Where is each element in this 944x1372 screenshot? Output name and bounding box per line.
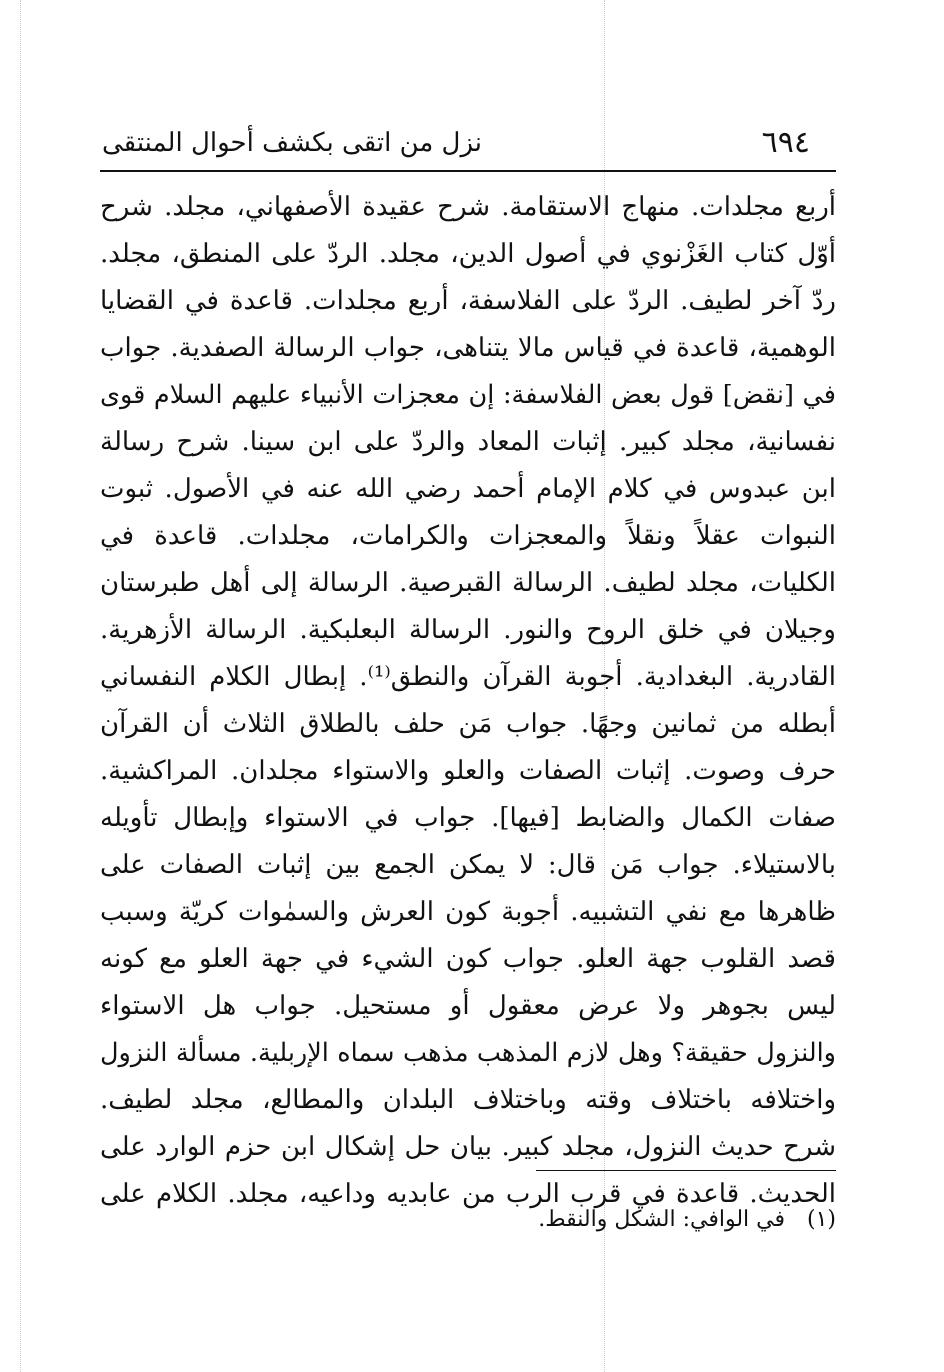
footnote-text: في الوافي: الشكل والنقط. — [538, 1207, 785, 1232]
text-line: وجيلان في خلق الروح والنور. الرسالة البعلبكية. الرسالة الأزهرية. — [100, 615, 836, 645]
text-line: في [نقض] قول بعض الفلاسفة: إن معجزات الأنبياء عليهم السلام قوى — [100, 380, 836, 410]
text-line: ليس بجوهر ولا عرض معقول أو مستحيل. جواب هل الاستواء — [100, 991, 836, 1021]
text-line: واختلافه باختلاف وقته وباختلاف البلدان والمطالع، مجلد لطيف. — [100, 1085, 836, 1115]
text-line: الوهمية، قاعدة في قياس مالا يتناهى، جواب الرسالة الصفدية. جواب — [100, 333, 836, 363]
text-line: ظاهرها مع نفي التشبيه. أجوبة كون العرش والسمٰوات كريّة وسبب — [100, 897, 836, 927]
footnote — [100, 1200, 836, 1240]
text-line: الحديث. قاعدة في قرب الرب من عابديه وداعيه، مجلد. الكلام على — [100, 1179, 836, 1209]
text-line: الكليات، مجلد لطيف. الرسالة القبرصية. الرسالة إلى أهل طبرستان — [100, 568, 836, 598]
text-line: بالاستيلاء. جواب مَن قال: لا يمكن الجمع بين إثبات الصفات على — [100, 850, 836, 880]
text-line: ابن عبدوس في كلام الإمام أحمد رضي الله عنه في الأصول. ثبوت — [100, 474, 836, 504]
text-line: أبطله من ثمانين وجهًا. جواب مَن حلف بالطلاق الثلاث أن القرآن — [100, 709, 836, 739]
text-line: أربع مجلدات. منهاج الاستقامة. شرح عقيدة الأصفهاني، مجلد. شرح — [100, 192, 836, 222]
text-line: القادرية. البغدادية. أجوبة القرآن والنطق⁽¹⁾. إبطال الكلام النفساني — [100, 662, 836, 692]
text-line: صفات الكمال والضابط [فيها]. جواب في الاستواء وإبطال تأويله — [100, 803, 836, 833]
page-number: ٦٩٤ — [761, 125, 810, 160]
text-line: النبوات عقلاً ونقلاً والمعجزات والكرامات، مجلدات. قاعدة في — [100, 521, 836, 551]
footnote-separator — [536, 1170, 836, 1171]
scan-artifact-line — [20, 0, 21, 1372]
text-line: قصد القلوب جهة العلو. جواب كون الشيء في جهة العلو مع كونه — [100, 944, 836, 974]
text-line: ردّ آخر لطيف. الردّ على الفلاسفة، أربع مجلدات. قاعدة في القضايا — [100, 286, 836, 316]
text-line: نفسانية، مجلد كبير. إثبات المعاد والردّ على ابن سينا. شرح رسالة — [100, 427, 836, 457]
body-text — [100, 184, 836, 1218]
text-line: والنزول حقيقة؟ وهل لازم المذهب مذهب سماه الإربلية. مسألة النزول — [100, 1038, 836, 1068]
text-line: أوّل كتاب الغَزْنوي في أصول الدين، مجلد. الردّ على المنطق، مجلد. — [100, 239, 836, 269]
text-line: شرح حديث النزول، مجلد كبير. بيان حل إشكال ابن حزم الوارد على — [100, 1132, 836, 1162]
footnote-marker: (١) — [806, 1207, 836, 1232]
text-line: حرف وصوت. إثبات الصفات والعلو والاستواء مجلدان. المراكشية. — [100, 756, 836, 786]
page-header — [100, 118, 836, 172]
running-title: نزل من اتقى بكشف أحوال المنتقى — [102, 128, 483, 158]
